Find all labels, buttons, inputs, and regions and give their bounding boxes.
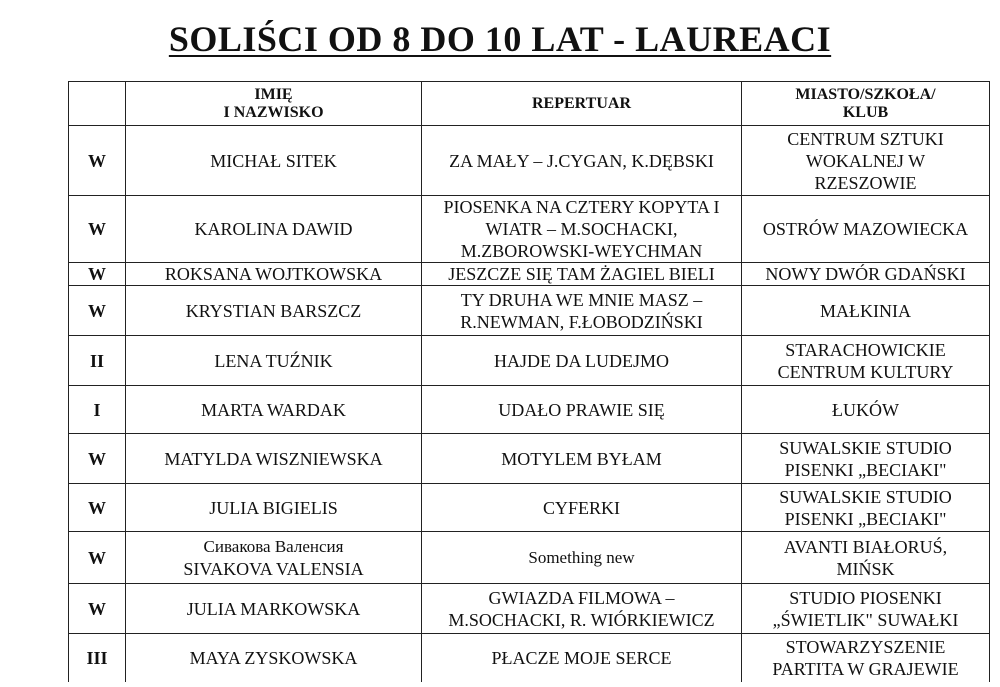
- city-cell: [742, 196, 990, 263]
- table-row: [69, 634, 990, 682]
- table-body: [69, 126, 990, 682]
- name-cell: [126, 126, 422, 196]
- name-cell-line: MICHAŁ SITEK: [210, 150, 337, 171]
- city-cell-line: PARTITA W GRAJEWIE: [772, 658, 959, 679]
- city-cell-line: CENTRUM SZTUKI: [787, 128, 944, 149]
- city-cell-line: OSTRÓW MAZOWIECKA: [762, 219, 969, 239]
- city-cell: [742, 532, 990, 584]
- name-cell: [126, 484, 422, 532]
- city-cell: [742, 386, 990, 434]
- place-cell: W: [69, 263, 126, 286]
- name-cell: [126, 434, 422, 484]
- city-cell-line: SUWALSKIE STUDIO: [779, 486, 952, 507]
- place-cell: W: [69, 532, 126, 584]
- city-cell-line: STUDIO PIOSENKI: [789, 587, 942, 608]
- header-place: [69, 82, 126, 126]
- city-cell-line: MIŃSK: [836, 558, 895, 579]
- header-repertoire: REPERTUAR: [422, 82, 742, 126]
- city-cell-line: NOWY DWÓR GDAŃSKI: [765, 264, 966, 284]
- repertoire-cell: [422, 532, 742, 584]
- name-cell-line: LENA TUŹNIK: [214, 350, 333, 371]
- name-cell-line: MATYLDA WISZNIEWSKA: [164, 448, 383, 469]
- name-cell: [126, 263, 422, 286]
- repertoire-cell-line: M.ZBOROWSKI-WEYCHMAN: [460, 241, 703, 261]
- repertoire-cell: [422, 634, 742, 682]
- repertoire-cell-line: CYFERKI: [542, 497, 620, 518]
- laureates-table: [68, 81, 990, 682]
- place-cell: II: [69, 336, 126, 386]
- city-cell: [742, 263, 990, 286]
- name-cell-line: MAYA ZYSKOWSKA: [189, 647, 358, 668]
- city-cell-line: ŁUKÓW: [832, 399, 899, 420]
- name-cell: [126, 386, 422, 434]
- header-name-line2: I NAZWISKO: [223, 103, 324, 121]
- repertoire-cell: [422, 386, 742, 434]
- header-name-line1: IMIĘ: [254, 85, 293, 103]
- city-cell-line: „ŚWIETLIK" SUWAŁKI: [772, 609, 959, 630]
- name-cell-line: KRYSTIAN BARSZCZ: [185, 300, 362, 321]
- name-cell: [126, 634, 422, 682]
- place-cell: W: [69, 286, 126, 336]
- repertoire-cell-line: TY DRUHA WE MNIE MASZ –: [460, 289, 703, 310]
- table-row: [69, 434, 990, 484]
- repertoire-cell-line: ZA MAŁY – J.CYGAN, K.DĘBSKI: [449, 150, 714, 171]
- name-cell-line: JULIA BIGIELIS: [209, 497, 338, 518]
- repertoire-cell-line: PIOSENKA NA CZTERY KOPYTA I: [443, 197, 720, 217]
- name-cell: [126, 286, 422, 336]
- place-cell: W: [69, 126, 126, 196]
- table-row: [69, 386, 990, 434]
- city-cell-line: SUWALSKIE STUDIO: [779, 437, 952, 458]
- repertoire-cell-line: R.NEWMAN, F.ŁOBODZIŃSKI: [460, 311, 703, 332]
- city-cell: [742, 286, 990, 336]
- name-cell-line: SIVAKOVA VALENSIA: [183, 558, 364, 579]
- name-cell-line: JULIA MARKOWSKA: [186, 598, 361, 619]
- name-cell-line: KAROLINA DAWID: [194, 219, 353, 239]
- header-city: [742, 82, 990, 126]
- repertoire-cell-line: Something new: [528, 547, 635, 567]
- table-row: [69, 126, 990, 196]
- place-cell: W: [69, 584, 126, 634]
- repertoire-cell: [422, 434, 742, 484]
- place-cell: W: [69, 484, 126, 532]
- table-row: [69, 336, 990, 386]
- table-row: [69, 532, 990, 584]
- repertoire-cell-line: WIATR – M.SOCHACKI,: [485, 219, 678, 239]
- place-cell: W: [69, 434, 126, 484]
- repertoire-cell-line: M.SOCHACKI, R. WIÓRKIEWICZ: [448, 609, 715, 630]
- city-cell-line: PISENKI „BECIAKI": [784, 459, 947, 480]
- city-cell: [742, 484, 990, 532]
- name-cell: [126, 196, 422, 263]
- repertoire-cell: [422, 196, 742, 263]
- header-name: [126, 82, 422, 126]
- header-row: [69, 82, 990, 126]
- repertoire-cell: [422, 584, 742, 634]
- city-cell: [742, 434, 990, 484]
- place-cell: III: [69, 634, 126, 682]
- table-row: [69, 263, 990, 286]
- city-cell: [742, 634, 990, 682]
- city-cell-line: AVANTI BIAŁORUŚ,: [783, 536, 948, 557]
- repertoire-cell: [422, 126, 742, 196]
- place-cell: W: [69, 196, 126, 263]
- table-row: [69, 484, 990, 532]
- repertoire-cell-line: JESZCZE SIĘ TAM ŻAGIEL BIELI: [448, 264, 715, 284]
- repertoire-cell: [422, 286, 742, 336]
- repertoire-cell: [422, 336, 742, 386]
- table-row: [69, 584, 990, 634]
- table-row: [69, 286, 990, 336]
- repertoire-cell-line: UDAŁO PRAWIE SIĘ: [498, 399, 665, 420]
- repertoire-cell-line: GWIAZDA FILMOWA –: [488, 587, 675, 608]
- city-cell: [742, 126, 990, 196]
- name-cell: [126, 584, 422, 634]
- repertoire-cell: [422, 263, 742, 286]
- city-cell-line: MAŁKINIA: [820, 300, 911, 321]
- city-cell-line: STOWARZYSZENIE: [785, 636, 946, 657]
- city-cell-line: STARACHOWICKIE: [785, 339, 946, 360]
- name-cell-line: ROKSANA WOJTKOWSKA: [164, 264, 383, 284]
- header-city-line2: KLUB: [842, 103, 889, 121]
- repertoire-cell: [422, 484, 742, 532]
- city-cell: [742, 584, 990, 634]
- header-city-line1: MIASTO/SZKOŁA/: [795, 85, 936, 103]
- repertoire-cell-line: MOTYLEM BYŁAM: [501, 448, 662, 469]
- city-cell-line: CENTRUM KULTURY: [777, 361, 954, 382]
- name-cell: [126, 336, 422, 386]
- city-cell-line: WOKALNEJ W: [805, 150, 926, 171]
- city-cell: [742, 336, 990, 386]
- name-cell-line: Сивакова Валенсия: [203, 536, 344, 556]
- table-row: [69, 196, 990, 263]
- page-title: SOLIŚCI OD 8 DO 10 LAT - LAUREACI: [168, 19, 832, 59]
- repertoire-cell-line: HAJDE DA LUDEJMO: [494, 350, 669, 371]
- place-cell: I: [69, 386, 126, 434]
- name-cell: [126, 532, 422, 584]
- name-cell-line: MARTA WARDAK: [201, 399, 346, 420]
- city-cell-line: RZESZOWIE: [814, 172, 917, 193]
- repertoire-cell-line: PŁACZE MOJE SERCE: [491, 647, 672, 668]
- city-cell-line: PISENKI „BECIAKI": [784, 508, 947, 529]
